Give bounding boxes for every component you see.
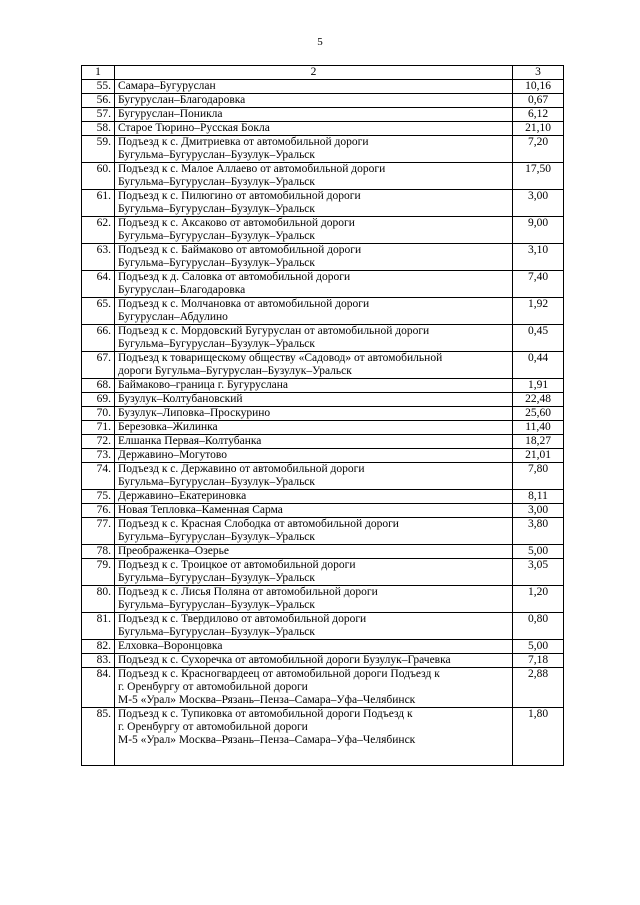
road-name: Подъезд к с. Лисья Поляна от автомобильной дороги Бугульма–Бугуруслан–Бузулук–Уральск <box>115 586 513 613</box>
road-length: 6,12 <box>513 108 564 122</box>
row-number: 84. <box>82 668 115 708</box>
road-length: 11,40 <box>513 421 564 435</box>
table-row <box>82 518 564 545</box>
road-length: 7,40 <box>513 271 564 298</box>
road-length: 0,44 <box>513 352 564 379</box>
road-length: 10,16 <box>513 80 564 94</box>
road-length: 17,50 <box>513 163 564 190</box>
road-name: Баймаково–граница г. Бугуруслана <box>115 379 513 393</box>
road-length: 5,00 <box>513 545 564 559</box>
row-number: 78. <box>82 545 115 559</box>
road-name: Самара–Бугуруслан <box>115 80 513 94</box>
row-number: 80. <box>82 586 115 613</box>
row-number: 64. <box>82 271 115 298</box>
row-number: 85. <box>82 708 115 766</box>
table-row <box>82 352 564 379</box>
column-header-name: 2 <box>115 66 513 80</box>
road-name: Подъезд к с. Дмитриевка от автомобильной дороги Бугульма–Бугуруслан–Бузулук–Уральск <box>115 136 513 163</box>
road-name: Старое Тюрино–Русская Бокла <box>115 122 513 136</box>
row-number: 71. <box>82 421 115 435</box>
road-name: Подъезд к с. Баймаково от автомобильной дороги Бугульма–Бугуруслан–Бузулук–Уральск <box>115 244 513 271</box>
row-number: 58. <box>82 122 115 136</box>
column-header-length: 3 <box>513 66 564 80</box>
row-number: 76. <box>82 504 115 518</box>
road-name: Бугуруслан–Поникла <box>115 108 513 122</box>
table-row <box>82 163 564 190</box>
road-length: 3,00 <box>513 190 564 217</box>
road-length: 7,80 <box>513 463 564 490</box>
road-name: Подъезд к с. Тупиковка от автомобильной дороги Подъезд к г. Оренбургу от автомобильной дороги М-5 «Урал» Москва–Рязань–Пенза–Самара–Уфа–Челябинск <box>115 708 513 766</box>
road-name: Подъезд к с. Державино от автомобильной дороги Бугульма–Бугуруслан–Бузулук–Уральск <box>115 463 513 490</box>
table-row <box>82 435 564 449</box>
table-row <box>82 244 564 271</box>
road-length: 1,91 <box>513 379 564 393</box>
row-number: 57. <box>82 108 115 122</box>
table-row <box>82 449 564 463</box>
table-row <box>82 421 564 435</box>
row-number: 73. <box>82 449 115 463</box>
road-length: 3,10 <box>513 244 564 271</box>
table-row <box>82 504 564 518</box>
table-row <box>82 708 564 766</box>
row-number: 75. <box>82 490 115 504</box>
row-number: 83. <box>82 654 115 668</box>
road-length: 0,80 <box>513 613 564 640</box>
road-name: Бузулук–Липовка–Проскурино <box>115 407 513 421</box>
table-row <box>82 136 564 163</box>
road-name: Подъезд к с. Мордовский Бугуруслан от автомобильной дороги Бугульма–Бугуруслан–Бузулук–Уральск <box>115 325 513 352</box>
road-length: 21,10 <box>513 122 564 136</box>
road-name: Подъезд к с. Пилюгино от автомобильной дороги Бугульма–Бугуруслан–Бузулук–Уральск <box>115 190 513 217</box>
road-name: Подъезд к с. Молчановка от автомобильной дороги Бугуруслан–Абдулино <box>115 298 513 325</box>
road-length: 9,00 <box>513 217 564 244</box>
table-row <box>82 668 564 708</box>
table-row <box>82 490 564 504</box>
table-header-row <box>82 66 564 80</box>
row-number: 67. <box>82 352 115 379</box>
row-number: 69. <box>82 393 115 407</box>
road-length: 7,20 <box>513 136 564 163</box>
table-row <box>82 407 564 421</box>
road-name: Преображенка–Озерье <box>115 545 513 559</box>
road-length: 22,48 <box>513 393 564 407</box>
page-number: 5 <box>317 36 323 48</box>
road-length: 7,18 <box>513 654 564 668</box>
table-row <box>82 122 564 136</box>
road-name: Елшанка Первая–Колтубанка <box>115 435 513 449</box>
table-row <box>82 654 564 668</box>
table-row <box>82 613 564 640</box>
road-length: 1,92 <box>513 298 564 325</box>
row-number: 56. <box>82 94 115 108</box>
road-length: 18,27 <box>513 435 564 449</box>
road-length: 21,01 <box>513 449 564 463</box>
table-row <box>82 190 564 217</box>
road-name: Подъезд к с. Красная Слободка от автомобильной дороги Бугульма–Бугуруслан–Бузулук–Уральск <box>115 518 513 545</box>
road-name: Подъезд к с. Сухоречка от автомобильной дороги Бузулук–Грачевка <box>115 654 513 668</box>
road-name: Подъезд к с. Аксаково от автомобильной дороги Бугульма–Бугуруслан–Бузулук–Уральск <box>115 217 513 244</box>
table-row <box>82 640 564 654</box>
road-length: 0,45 <box>513 325 564 352</box>
road-name: Подъезд к с. Малое Аллаево от автомобильной дороги Бугульма–Бугуруслан–Бузулук–Уральск <box>115 163 513 190</box>
road-length: 25,60 <box>513 407 564 421</box>
row-number: 81. <box>82 613 115 640</box>
row-number: 79. <box>82 559 115 586</box>
table-row <box>82 325 564 352</box>
table-row <box>82 271 564 298</box>
row-number: 61. <box>82 190 115 217</box>
row-number: 59. <box>82 136 115 163</box>
road-length: 1,20 <box>513 586 564 613</box>
road-name: Подъезд к товарищескому обществу «Садовод» от автомобильной дороги Бугульма–Бугуруслан–Бузулук–Уральск <box>115 352 513 379</box>
road-length: 8,11 <box>513 490 564 504</box>
road-length: 5,00 <box>513 640 564 654</box>
row-number: 66. <box>82 325 115 352</box>
road-name: Новая Тепловка–Каменная Сарма <box>115 504 513 518</box>
table-row <box>82 94 564 108</box>
road-length: 3,80 <box>513 518 564 545</box>
row-number: 70. <box>82 407 115 421</box>
road-name: Державино–Могутово <box>115 449 513 463</box>
row-number: 63. <box>82 244 115 271</box>
road-length: 3,05 <box>513 559 564 586</box>
row-number: 72. <box>82 435 115 449</box>
table-row <box>82 393 564 407</box>
road-name: Бугуруслан–Благодаровка <box>115 94 513 108</box>
road-name: Подъезд к с. Красногвардеец от автомобильной дороги Подъезд к г. Оренбургу от автомобильной дороги М-5 «Урал» Москва–Рязань–Пенза–Самара–Уфа–Челябинск <box>115 668 513 708</box>
road-length: 0,67 <box>513 94 564 108</box>
table-row <box>82 108 564 122</box>
road-name: Державино–Екатериновка <box>115 490 513 504</box>
table-row <box>82 463 564 490</box>
row-number: 74. <box>82 463 115 490</box>
road-name: Подъезд к с. Твердилово от автомобильной дороги Бугульма–Бугуруслан–Бузулук–Уральск <box>115 613 513 640</box>
row-number: 77. <box>82 518 115 545</box>
table-row <box>82 559 564 586</box>
road-name: Подъезд к д. Саловка от автомобильной дороги Бугуруслан–Благодаровка <box>115 271 513 298</box>
road-name: Подъезд к с. Троицкое от автомобильной дороги Бугульма–Бугуруслан–Бузулук–Уральск <box>115 559 513 586</box>
table-row <box>82 379 564 393</box>
roads-table <box>81 65 564 766</box>
road-length: 1,80 <box>513 708 564 766</box>
road-length: 2,88 <box>513 668 564 708</box>
table-row <box>82 217 564 244</box>
table-row <box>82 80 564 94</box>
table-row <box>82 586 564 613</box>
row-number: 68. <box>82 379 115 393</box>
road-name: Елховка–Воронцовка <box>115 640 513 654</box>
row-number: 62. <box>82 217 115 244</box>
table-row <box>82 298 564 325</box>
road-length: 3,00 <box>513 504 564 518</box>
road-name: Березовка–Жилинка <box>115 421 513 435</box>
table-row <box>82 545 564 559</box>
row-number: 65. <box>82 298 115 325</box>
row-number: 60. <box>82 163 115 190</box>
column-header-number: 1 <box>82 66 115 80</box>
road-name: Бузулук–Колтубановский <box>115 393 513 407</box>
row-number: 82. <box>82 640 115 654</box>
row-number: 55. <box>82 80 115 94</box>
